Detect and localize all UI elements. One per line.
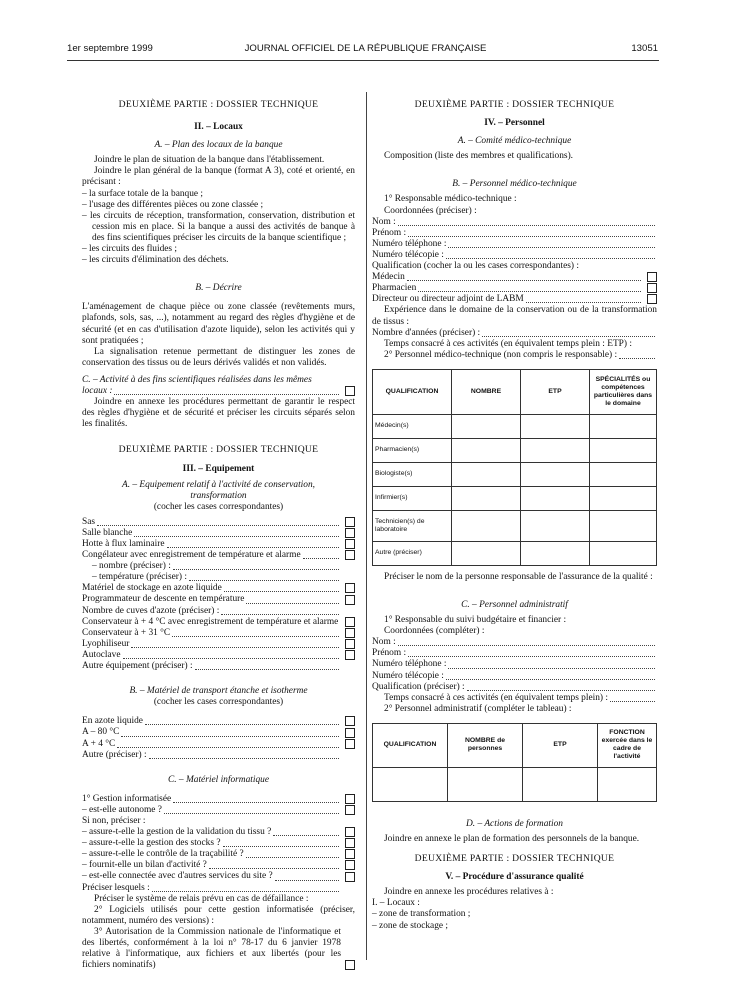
- subsection-title: C. – Activité à des fins scientifiques réalisées dans les mêmes: [82, 374, 312, 385]
- checkbox[interactable]: [345, 860, 355, 870]
- table-header-row: [373, 723, 657, 767]
- bullet-list: [82, 189, 355, 267]
- checkbox[interactable]: [345, 650, 355, 660]
- input-line[interactable]: [619, 358, 655, 359]
- input-line[interactable]: [610, 701, 655, 702]
- equipment-list: [82, 517, 355, 672]
- list-item: – zone de transformation ;: [372, 909, 471, 920]
- checkbox[interactable]: [345, 960, 355, 970]
- checkbox-row: – est-elle connectée avec d'autres services du site ?: [82, 871, 355, 882]
- subsection-title: B. – Décrire: [195, 283, 242, 294]
- checkbox-row: Conservateur à + 4 °C avec enregistrement de température et alarme: [82, 617, 355, 628]
- field-row: Nombre d'années (préciser) :: [372, 328, 657, 339]
- table-cell[interactable]: [452, 541, 521, 565]
- table-cell[interactable]: [590, 414, 657, 438]
- checkbox[interactable]: [345, 639, 355, 649]
- column-header: FONCTION exercée dans le cadre de l'activité: [598, 723, 657, 767]
- table-cell[interactable]: [448, 767, 523, 801]
- part-title: DEUXIÈME PARTIE : DOSSIER TECHNIQUE: [414, 99, 615, 110]
- page-number: 13051: [631, 43, 658, 54]
- checkbox-row: Matériel de stockage en azote liquide: [82, 583, 355, 594]
- paragraph: L'aménagement de chaque pièce ou zone classée (revêtements murs, plafonds, sols, sas, ...), notamment au regard des règles d'hygiène et de sécurité (et en cas d'utilisation d'azote liquide), selon les activités qui y sont pratiquées ;: [82, 302, 355, 346]
- table-cell[interactable]: [521, 510, 590, 541]
- input-line[interactable]: [398, 225, 655, 226]
- checkbox-row: – assure-t-elle la gestion des stocks ?: [82, 838, 355, 849]
- checkbox-row: A + 4 °C: [82, 739, 355, 750]
- table-cell[interactable]: [590, 510, 657, 541]
- table-cell[interactable]: [590, 438, 657, 462]
- checkbox-row: 1° Gestion informatisée: [82, 794, 355, 805]
- header-rule: [67, 60, 659, 61]
- paragraph: Temps consacré à ces activités (en équivalent temps plein : ETP) :: [384, 338, 632, 349]
- table-row: [373, 438, 657, 462]
- paragraph: Joindre en annexe les procédures relatives à :: [384, 887, 554, 898]
- transport-list: [82, 716, 355, 760]
- table-cell[interactable]: [452, 486, 521, 510]
- checkbox[interactable]: [345, 827, 355, 837]
- checkbox[interactable]: [345, 517, 355, 527]
- column-header: ETP: [521, 369, 590, 414]
- paragraph: Composition (liste des membres et qualifications).: [384, 151, 574, 162]
- paragraph: Joindre en annexe le plan de formation des personnels de la banque.: [384, 834, 640, 844]
- list-item: – l'usage des différentes pièces ou zone classée ;: [82, 199, 264, 210]
- list-item: – la surface totale de la banque ;: [82, 188, 204, 199]
- table-cell[interactable]: [452, 462, 521, 486]
- field-row: Nom :: [372, 637, 657, 648]
- checkbox[interactable]: [345, 617, 355, 627]
- column-header: NOMBRE: [452, 369, 521, 414]
- instruction: (cocher les cases correspondantes): [153, 697, 284, 708]
- checkbox[interactable]: [345, 849, 355, 859]
- table-cell[interactable]: [452, 510, 521, 541]
- checkbox[interactable]: [345, 528, 355, 538]
- checkbox[interactable]: [345, 872, 355, 882]
- paragraph: Joindre en annexe les procédures permettant de garantir le respect des règles d'hygiène et de sécurité et préciser les circuits séparés selon les finalités.: [82, 397, 355, 430]
- field-row: Nom :: [372, 217, 657, 228]
- row-label: Médecin(s): [373, 414, 452, 438]
- checkbox[interactable]: [345, 539, 355, 549]
- paragraph: La signalisation retenue permettant de distinguer les zones de conservation des tissus ou de leurs dérivés validés et non validés.: [82, 346, 355, 368]
- section-title-personnel: IV. – Personnel: [484, 118, 545, 129]
- table-row: [373, 486, 657, 510]
- input-line[interactable]: [448, 247, 655, 248]
- checkbox[interactable]: [345, 739, 355, 749]
- paragraph: 1° Responsable médico-technique :: [384, 194, 517, 205]
- field-row: Qualification (préciser) :: [372, 682, 657, 693]
- checkbox-row: Sas: [82, 517, 355, 528]
- checkbox-row: Programmateur de descente en température: [82, 594, 355, 605]
- table-cell[interactable]: [521, 438, 590, 462]
- checkbox-row: – fournit-elle un bilan d'activité ?: [82, 860, 355, 871]
- section-title-equipement: III. – Equipement: [182, 464, 255, 475]
- checkbox-row: – assure-t-elle la gestion de la validation du tissu ?: [82, 827, 355, 838]
- checkbox[interactable]: [345, 794, 355, 804]
- field-row: 2° Personnel médico-technique (non compris le responsable) :: [372, 350, 657, 361]
- checkbox-row: En azote liquide: [82, 716, 355, 727]
- paragraph: Si non, préciser :: [82, 815, 146, 826]
- paragraph: Expérience dans le domaine de la conservation ou de la transformation de tissus :: [372, 305, 657, 327]
- paragraph: Joindre le plan général de la banque (format A 3), coté et orienté, en précisant :: [82, 166, 355, 188]
- subsection-title: A. – Comité médico-technique: [457, 136, 572, 147]
- checkbox-row: Médecin: [372, 272, 657, 283]
- table-row: [373, 414, 657, 438]
- input-line[interactable]: [448, 668, 655, 669]
- subsection-title: C. – Personnel administratif: [461, 599, 568, 610]
- instruction: (cocher les cases correspondantes): [153, 501, 284, 512]
- row-label: Autre (préciser): [373, 541, 452, 565]
- checkbox-row: Congélateur avec enregistrement de température et alarme: [82, 550, 355, 561]
- input-line[interactable]: [446, 258, 655, 259]
- row-label: Pharmacien(s): [373, 438, 452, 462]
- table-cell[interactable]: [598, 767, 657, 801]
- input-line[interactable]: [467, 690, 655, 691]
- checkbox-row: Pharmacien: [372, 283, 657, 294]
- medico-technical-staff-table: [372, 369, 657, 566]
- table-row: [373, 541, 657, 565]
- paragraph: I. – Locaux :: [372, 898, 420, 909]
- field-row: – nombre (préciser) :: [82, 561, 355, 572]
- table-cell[interactable]: [590, 486, 657, 510]
- row-label: Technicien(s) de laboratoire: [373, 510, 452, 541]
- checkbox[interactable]: [345, 728, 355, 738]
- paragraph: 2° Logiciels utilisés pour cette gestion informatisée (préciser, notamment, numéro des versions) :: [82, 904, 355, 926]
- table-cell[interactable]: [523, 767, 598, 801]
- section-title-qualite: V. – Procédure d'assurance qualité: [445, 872, 584, 883]
- journal-title: JOURNAL OFFICIEL DE LA RÉPUBLIQUE FRANÇAISE: [244, 43, 487, 54]
- paragraph: Joindre le plan de situation de la banque dans l'établissement.: [94, 155, 325, 166]
- input-line[interactable]: [408, 656, 655, 657]
- checkbox[interactable]: [345, 716, 355, 726]
- left-column: [82, 99, 355, 971]
- column-header: ETP: [523, 723, 598, 767]
- checkbox-row: Directeur ou directeur adjoint de LABM: [372, 294, 657, 305]
- subsection-title: D. – Actions de formation: [466, 818, 563, 829]
- column-header: QUALIFICATION: [373, 369, 452, 414]
- part-title: DEUXIÈME PARTIE : DOSSIER TECHNIQUE: [118, 99, 319, 110]
- table-cell[interactable]: [521, 462, 590, 486]
- column-header: SPÉCIALITÉS ou compétences particulières dans le domaine: [590, 369, 657, 414]
- paragraph: Coordonnées (préciser) :: [384, 205, 477, 216]
- list-item: – les circuits des fluides ;: [82, 244, 178, 255]
- table-cell[interactable]: [590, 541, 657, 565]
- field-row: Numéro téléphone :: [372, 239, 657, 250]
- table-row: [373, 510, 657, 541]
- checkbox[interactable]: [345, 628, 355, 638]
- field-row: Prénom :: [372, 648, 657, 659]
- checkbox[interactable]: [345, 550, 355, 560]
- list-item: – les circuits de réception, transformation, conservation, distribution et cession mis en place. Si la banque a aussi des activités de banque à des fins scientifiques préciser les circuits de la banque scientifique ;: [82, 210, 355, 243]
- subsection-title: A. – Plan des locaux de la banque: [154, 140, 283, 151]
- subsection-title: A. – Equipement relatif à l'activité de conservation,: [121, 479, 315, 490]
- list-item: – les circuits d'élimination des déchets.: [82, 255, 229, 266]
- checkbox-row: A – 80 °C: [82, 727, 355, 738]
- subsection-title-cont: transformation: [190, 490, 247, 501]
- checkbox-row: Conservateur à + 31 °C: [82, 628, 355, 639]
- table-cell[interactable]: [521, 414, 590, 438]
- field-row: Préciser lesquels :: [82, 883, 355, 894]
- paragraph: 1° Responsable du suivi budgétaire et financier :: [384, 615, 567, 626]
- field-row: Autre équipement (préciser) :: [82, 661, 355, 672]
- checkbox[interactable]: [345, 583, 355, 593]
- checkbox[interactable]: [345, 838, 355, 848]
- checkbox-row: – est-elle autonome ?: [82, 805, 355, 816]
- issue-date: 1er septembre 1999: [67, 43, 153, 54]
- it-list: [82, 794, 355, 894]
- input-line[interactable]: [446, 679, 655, 680]
- input-line[interactable]: [408, 236, 655, 237]
- part-title: DEUXIÈME PARTIE : DOSSIER TECHNIQUE: [414, 853, 615, 865]
- input-line[interactable]: [398, 645, 655, 646]
- table-header-row: [373, 369, 657, 414]
- field-row: Nombre de cuves d'azote (préciser) :: [82, 606, 355, 617]
- table-cell[interactable]: [373, 767, 448, 801]
- checkbox-row: 3° Autorisation de la Commission nationale de l'informatique et des libertés, conformément à la loi n° 78-17 du 6 janvier 1978 relative à l'informatique, aux fichiers et aux libertés (pour les fichiers nominatifs): [82, 927, 355, 971]
- table-cell[interactable]: [452, 414, 521, 438]
- list-item: – zone de stockage ;: [372, 920, 449, 931]
- column-header: NOMBRE de personnes: [448, 723, 523, 767]
- subsection-title: B. – Personnel médico-technique: [452, 179, 577, 190]
- paragraph: Qualification (cocher la ou les cases correspondantes) :: [372, 261, 579, 272]
- field-row: – température (préciser) :: [82, 572, 355, 583]
- right-column: [372, 99, 657, 932]
- checkbox[interactable]: [345, 595, 355, 605]
- checkbox-row: Hotte à flux laminaire: [82, 539, 355, 550]
- field-row: Temps consacré à ces activités (en équivalent temps plein) :: [372, 693, 657, 704]
- table-row: [373, 462, 657, 486]
- field-row: Autre (préciser) :: [82, 750, 355, 761]
- checkbox-row: Salle blanche: [82, 528, 355, 539]
- checkbox[interactable]: [345, 805, 355, 815]
- row-label: Biologiste(s): [373, 462, 452, 486]
- subsection-title: C. – Matériel informatique: [167, 774, 270, 785]
- paragraph: Préciser le système de relais prévu en cas de défaillance :: [94, 893, 309, 904]
- checkbox-row: Autoclave: [82, 650, 355, 661]
- column-header: QUALIFICATION: [373, 723, 448, 767]
- table-cell[interactable]: [590, 462, 657, 486]
- field-row: Numéro télécopie :: [372, 671, 657, 682]
- table-row: [373, 767, 657, 801]
- checkbox[interactable]: [647, 283, 657, 293]
- checkbox[interactable]: [345, 386, 355, 396]
- checkbox[interactable]: [647, 272, 657, 282]
- checkbox[interactable]: [647, 294, 657, 304]
- table-cell[interactable]: [521, 486, 590, 510]
- section-title-locaux: II. – Locaux: [194, 122, 243, 133]
- checkbox-row: Lyophiliseur: [82, 639, 355, 650]
- field-row: Prénom :: [372, 228, 657, 239]
- field-row: Numéro télécopie :: [372, 250, 657, 261]
- row-label: Infirmier(s): [373, 486, 452, 510]
- paragraph: 2° Personnel administratif (compléter le tableau) :: [384, 703, 572, 714]
- field-row: Numéro téléphone :: [372, 659, 657, 670]
- checkbox-row: – assure-t-elle le contrôle de la traçabilité ?: [82, 849, 355, 860]
- table-cell[interactable]: [521, 541, 590, 565]
- page-header: [0, 43, 731, 57]
- administrative-staff-table: [372, 723, 657, 802]
- paragraph: Préciser le nom de la personne responsable de l'assurance de la qualité :: [384, 571, 653, 582]
- table-cell[interactable]: [452, 438, 521, 462]
- part-title: DEUXIÈME PARTIE : DOSSIER TECHNIQUE: [118, 444, 319, 456]
- input-line[interactable]: [482, 336, 655, 337]
- subsection-title: B. – Matériel de transport étanche et isotherme: [129, 686, 308, 697]
- paragraph: Coordonnées (compléter) :: [384, 626, 485, 637]
- column-divider: [366, 92, 367, 960]
- checkbox-row: locaux :: [82, 386, 355, 397]
